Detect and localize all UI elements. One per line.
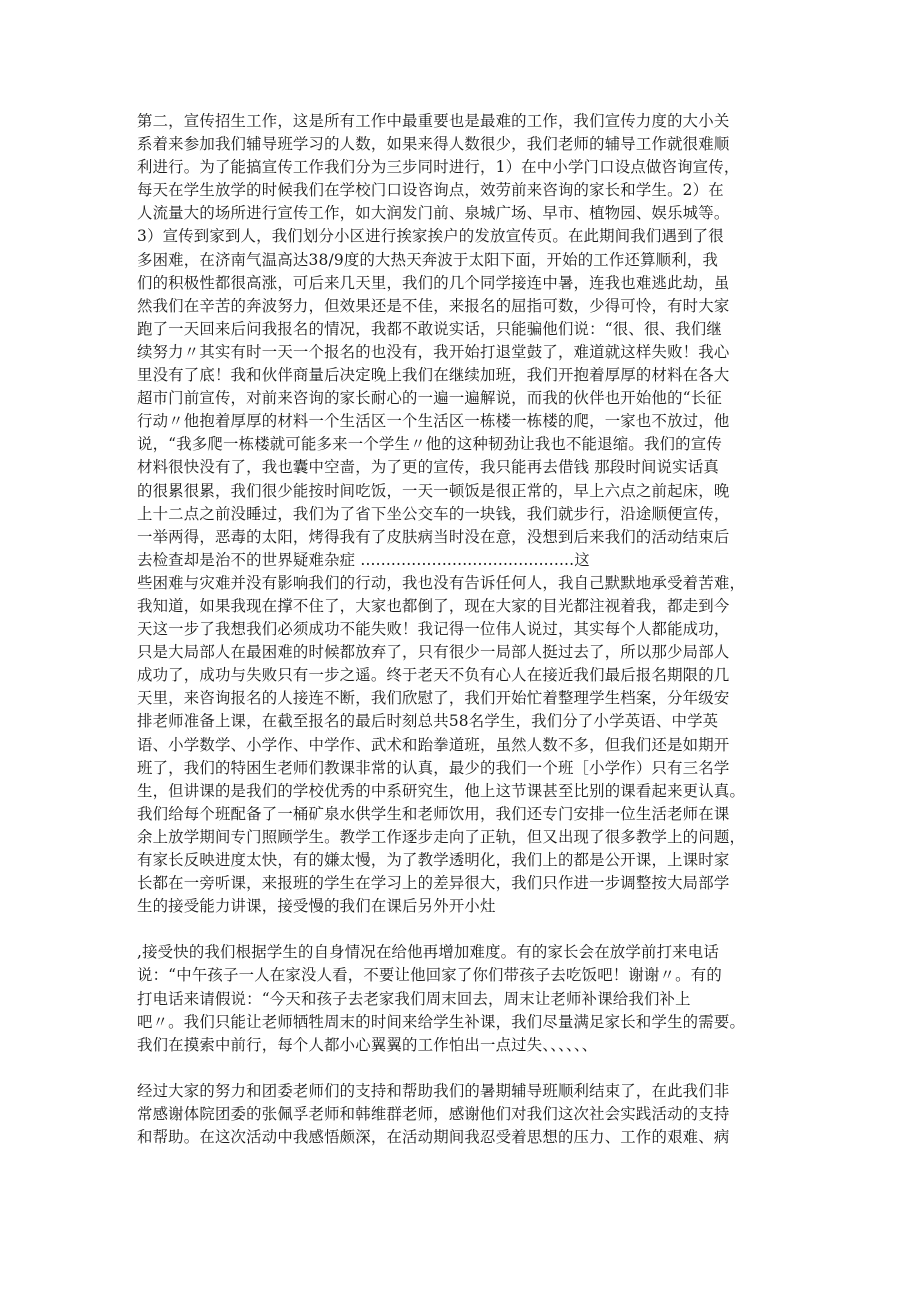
- text-line: 我们给每个班配备了一桶矿泉水供学生和老师饮用，我们还专门安排一位生活老师在课: [137, 804, 730, 823]
- paragraph-conclusion: [137, 1080, 787, 1149]
- text-line: 余上放学期间专门照顾学生。教学工作逐步走向了正轨，但又出现了很多教学上的问题，: [137, 827, 746, 846]
- text-line: 利进行。为了能搞宣传工作我们分为三步同时进行，1）在中小学门口设点做咨询宣传，: [137, 158, 740, 177]
- text-line: 续努力〃其实有时一天一个报名的也没有，我开始打退堂鼓了，难道就这样失败！我心: [137, 342, 730, 361]
- paragraph-gap: [137, 918, 787, 941]
- text-line: 长都在一旁听课，来报班的学生在学习上的差异很大，我们只作进一步调整按大局部学: [137, 874, 730, 893]
- text-line: 超市门前宣传，对前来咨询的家长耐心的一遍一遍解说，而我的伙伴也开始他的“长征: [137, 389, 722, 408]
- paragraph-gap: [137, 1057, 787, 1080]
- text-line: 成功了，成功与失败只有一步之遥。终于老天不负有心人在接近我们最后报名期限的几: [137, 666, 730, 685]
- text-line: 些困难与灾难并没有影响我们的行动，我也没有告诉任何人，我自己默默地承受着苦难，: [137, 573, 746, 592]
- text-line: 和帮助。在这次活动中我感悟颇深，在活动期间我忍受着思想的压力、工作的艰难、病: [137, 1128, 730, 1147]
- text-line: 天里，来咨询报名的人接连不断，我们欣慰了，我们开始忙着整理学生档案，分年级安: [137, 689, 730, 708]
- text-line: 只是大局部人在最困难的时候都放弃了，只有很少一局部人挺过去了，所以那少局部人: [137, 643, 730, 662]
- paragraph-parents: [137, 941, 787, 1056]
- text-line: 说：“中午孩子一人在家没人看，不要让他回家了你们带孩子去吃饭吧！谢谢〃。有的: [137, 966, 722, 985]
- paragraph-promotion: [137, 110, 787, 918]
- document-body: [137, 110, 787, 1149]
- text-line: 人流量大的场所进行宣传工作，如大润发门前、泉城广场、早市、植物园、娱乐城等。: [137, 204, 730, 223]
- text-line: 我知道，如果我现在撑不住了，大家也都倒了，现在大家的目光都注视着我，都走到今: [137, 596, 730, 615]
- text-line: 行动〃他抱着厚厚的材料一个生活区一个生活区一栋楼一栋楼的爬，一家也不放过，他: [137, 412, 730, 431]
- text-line: 的很累很累，我们很少能按时间吃饭，一天一顿饭是很正常的，早上六点之前起床，晚: [137, 481, 730, 500]
- text-line: 材料很快没有了，我也囊中空啬，为了更的宣传，我只能再去借钱 那段时间说实话真: [137, 458, 719, 477]
- text-line: 常感谢体院团委的张佩孚老师和韩维群老师，感谢他们对我们这次社会实践活动的支持: [137, 1105, 730, 1124]
- text-line: 说，“我多爬一栋楼就可能多来一个学生〃他的这种韧劲让我也不能退缩。我们的宣传: [137, 435, 722, 454]
- text-line: 天这一步了我想我们必须成功不能失败！我记得一位伟人说过，其实每个人都能成功，: [137, 620, 730, 639]
- text-line: 班了，我们的特困生老师们教课非常的认真，最少的我们一个班［小学作）只有三名学: [137, 758, 730, 777]
- text-line: 多困难，在济南气温高达38/9度的大热天奔波于太阳下面，开始的工作还算顺利，我: [137, 250, 719, 269]
- text-line: 系着来参加我们辅导班学习的人数，如果来得人数很少，我们老师的辅导工作就很难顺: [137, 135, 730, 154]
- text-line: 吧〃。我们只能让老师牺牲周末的时间来给学生补课，我们尽量满足家长和学生的需要。: [137, 1012, 746, 1031]
- text-line: 3）宣传到家到人，我们划分小区进行挨家挨户的发放宣传页。在此期间我们遇到了很: [137, 227, 724, 246]
- text-line: 经过大家的努力和团委老师们的支持和帮助我们的暑期辅导班顺利结束了，在此我们非: [137, 1081, 730, 1100]
- text-line: 然我们在辛苦的奔波努力，但效果还是不佳，来报名的屈指可数，少得可怜，有时大家: [137, 296, 730, 315]
- text-line: 生，但讲课的是我们的学校优秀的中系研究生，他上这节课甚至比别的课看起来更认真。: [137, 781, 746, 800]
- text-line: 上十二点之前没睡过，我们为了省下坐公交车的一块钱，我们就步行，沿途顺便宣传，: [137, 504, 730, 523]
- text-line: 语、小学数学、小学作、中学作、武术和跆拳道班，虽然人数不多，但我们还是如期开: [137, 735, 730, 754]
- text-line: 里没有了底！我和伙伴商量后决定晚上我们在继续加班，我们开抱着厚厚的材料在各大: [137, 366, 730, 385]
- text-line: ,接受快的我们根据学生的自身情况在给他再增加难度。有的家长会在放学前打来电话: [137, 943, 719, 962]
- text-line: 打电话来请假说：“今天和孩子去老家我们周末回去，周末让老师补课给我们补上: [137, 989, 691, 1008]
- text-line: 第二，宣传招生工作，这是所有工作中最重要也是最难的工作，我们宣传力度的大小关: [137, 112, 730, 130]
- text-line: 去检查却是治不的世界疑难杂症 ..........................................这: [137, 550, 590, 569]
- text-line: 一举两得，恶毒的太阳，烤得我有了皮肤病当时没在意，没想到后来我们的活动结束后: [137, 527, 730, 546]
- text-line: 们的积极性都很高涨，可后来几天里，我们的几个同学接连中暑，连我也难逃此劫，虽: [137, 273, 730, 292]
- text-line: 我们在摸索中前行，每个人都小心翼翼的工作怕出一点过失、、、、、、: [137, 1035, 598, 1054]
- text-line: 生的接受能力讲课，接受慢的我们在课后另外开小灶: [137, 897, 496, 916]
- text-line: 有家长反映进度太快，有的嫌太慢，为了教学透明化，我们上的都是公开课，上课时家: [137, 851, 730, 869]
- text-line: 排老师准备上课，在截至报名的最后时刻总共58名学生，我们分了小学英语、中学英: [137, 712, 719, 731]
- text-line: 每天在学生放学的时候我们在学校门口设咨询点，效劳前来咨询的家长和学生。2）在: [137, 181, 724, 200]
- text-line: 跑了一天回来后问我报名的情况，我都不敢说实话，只能骗他们说：“很、很、我们继: [137, 319, 722, 338]
